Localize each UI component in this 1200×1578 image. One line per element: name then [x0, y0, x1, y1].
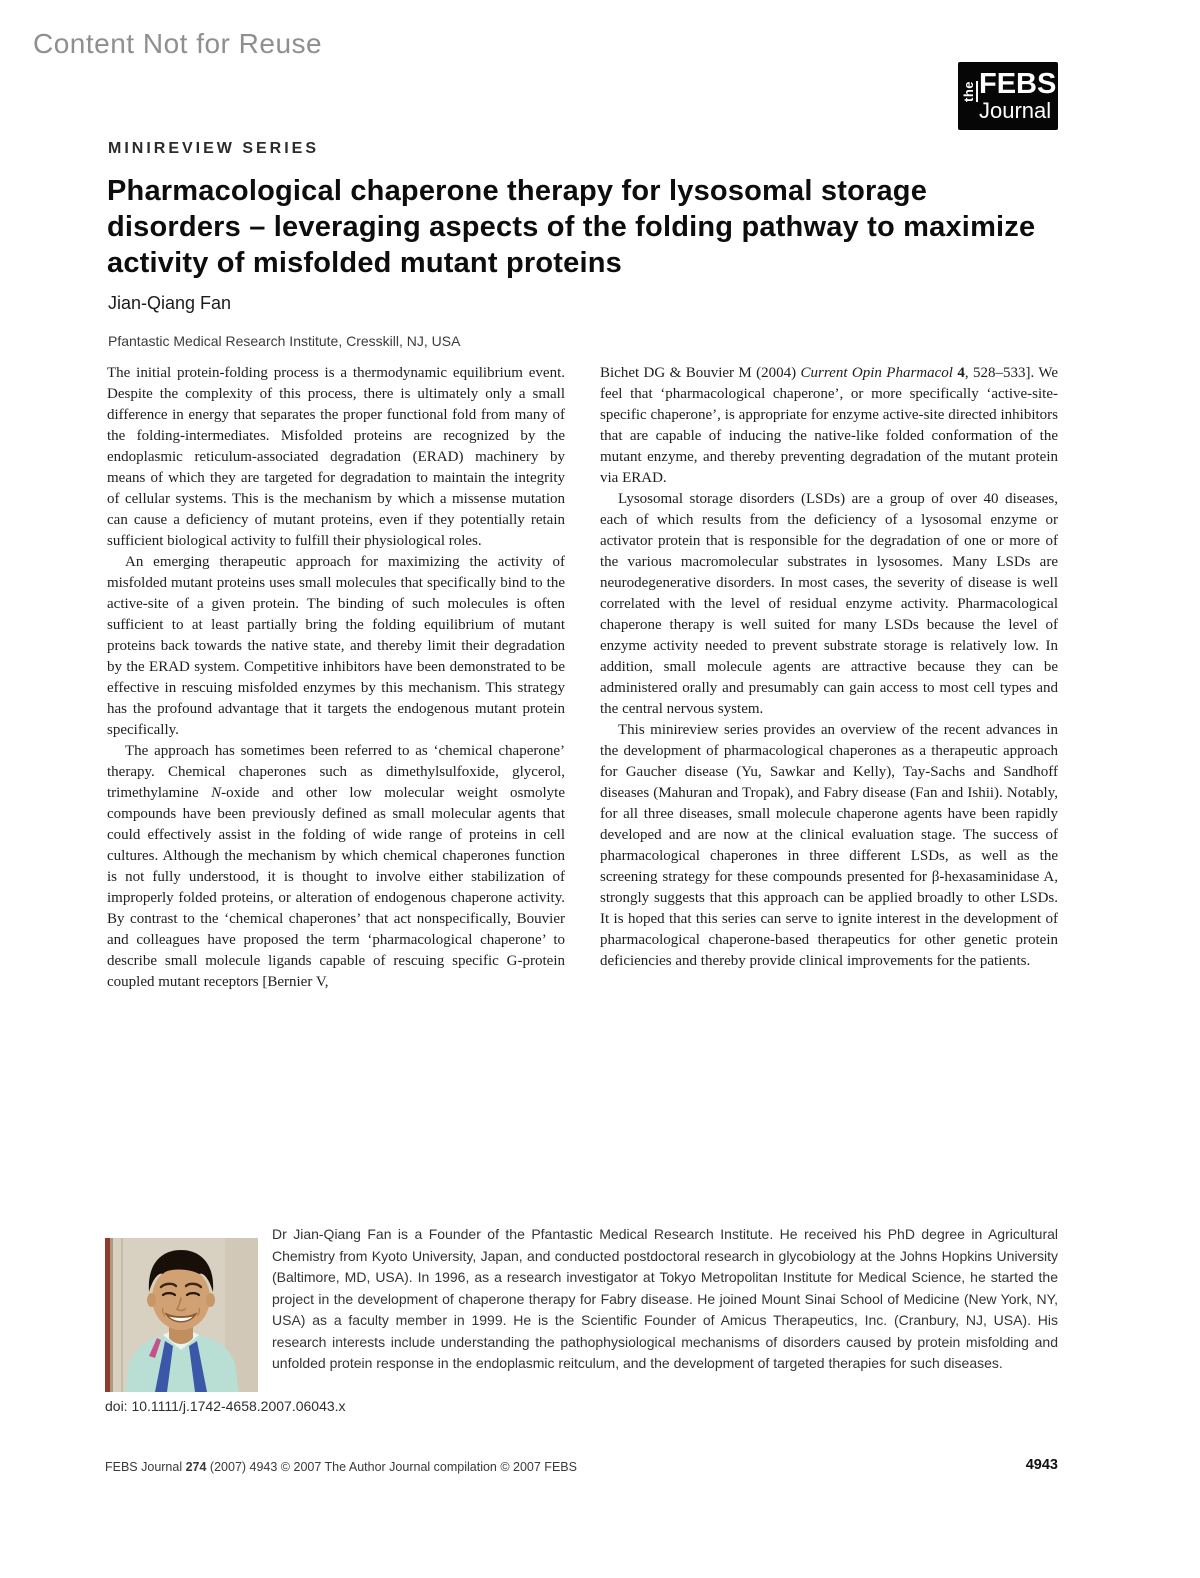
right-column [600, 363, 1058, 993]
logo-febs-label: FEBS [979, 68, 1057, 100]
article-paragraph: The approach has sometimes been referred to as ‘chemical chaperone’ therapy. Chemical chaperones such as dimethylsulfoxide, glycerol, trimethylamine N-oxide and other low molecular weight osmolyte compounds have been previously defined as small molecular agents that could effectively assist in the folding of wide range of proteins in cell cultures. Although the mechanism by which chemical chaperones function is not fully understood, it is thought to involve either stabilization of improperly folded proteins, or alteration of endogenous chaperone activity. By contrast to the ‘chemical chaperones’ that act nonspecifically, Bouvier and colleagues have proposed the term ‘pharmacological chaperone’ to describe small molecule ligands capable of rescuing specific G-protein coupled mutant receptors [Bernier V, [107, 743, 566, 990]
article-paragraph: This minireview series provides an overview of the recent advances in the development of pharmacological chaperones as a therapeutic approach for Gaucher disease (Yu, Sawkar and Kelly), Tay-Sachs and Sandhoff diseases (Mahuran and Tropak), and Fabry disease (Fan and Ishii). Notably, for all three diseases, small molecule chaperone agents have been rapidly developed and are now at the clinical evaluation stage. The success of pharmacological chaperones in three different LSDs, as well as the screening strategy for these compounds presented for β-hexasaminidase A, strongly suggests that this approach can be applied broadly to other LSDs. It is hoped that this series can serve to ignite interest in the development of pharmacological chaperone-based therapeutics for other genetic protein deficiencies and thereby provide clinical improvements for the patients. [600, 722, 1058, 969]
citation-journal: FEBS Journal [105, 1460, 186, 1474]
article-paragraph: An emerging therapeutic approach for maximizing the activity of misfolded mutant proteins uses small molecules that specifically bind to the active-site of a given protein. The binding of such molecules is often sufficient to at least partially bring the folding equilibrium of mutant proteins back towards the native state, and thereby limit their degradation by the ERAD system. Competitive inhibitors have been demonstrated to be effective in rescuing misfolded enzymes by this mechanism. This strategy has the profound advantage that it targets the endogenous mutant protein specifically. [107, 554, 565, 738]
article-title: Pharmacological chaperone therapy for lysosomal storage disorders – leveraging aspects of the folding pathway to maximize activity of misfolded mutant proteins [107, 175, 1036, 279]
logo-main [979, 70, 1056, 122]
article-body [107, 363, 1059, 993]
author-photo [105, 1238, 258, 1392]
citation-volume: 274 [185, 1460, 207, 1474]
page-number: 4943 [1025, 1457, 1058, 1473]
citation-rest: (2007) 4943 © 2007 The Author Journal compilation © 2007 FEBS [206, 1460, 577, 1474]
article-paragraph: Lysosomal storage disorders (LSDs) are a group of over 40 diseases, each of which results from the deficiency of a lysosomal enzyme or activator protein that is responsible for the degradation of one or more of the various macromolecular substrates in lysosomes. Many LSDs are neurodegenerative disorders. In most cases, the severity of disease is well correlated with the level of residual enzyme activity. Pharmacological chaperone therapy is well suited for many LSDs because the level of enzyme activity needed to prevent substrate storage is relatively low. In addition, small molecule agents are attractive because they can be administered orally and presumably can gain access to most cell types and the central nervous system. [600, 491, 1058, 717]
febs-journal-logo [958, 62, 1058, 130]
affiliation-line: Pfantastic Medical Research Institute, Cresskill, NJ, USA [108, 333, 461, 349]
article-paragraph: The initial protein-folding process is a thermodynamic equilibrium event. Despite the complexity of this process, there is ultimately only a small difference in energy that separates the proper functional fold from many of the folding-intermediates. Misfolded proteins are recognized by the endoplasmic reticulum-associated degradation (ERAD) machinery by means of which they are targeted for degradation to maintain the integrity of cellular systems. This is the mechanism by which a missense mutation can cause a deficiency of mutant proteins, even if they potentially retain sufficient biological activity to fulfill their physiological roles. [107, 365, 565, 549]
article-paragraph: Bichet DG & Bouvier M (2004) Current Opin Pharmacol 4, 528–533]. We feel that ‘pharmacological chaperone’, or more specifically ‘active-site-specific chaperone’, is appropriate for enzyme active-site directed inhibitors that are capable of inducing the native-like folded conformation of the mutant enzyme, and thereby preventing degradation of the mutant protein via ERAD. [600, 365, 1059, 486]
series-label: MINIREVIEW SERIES [108, 140, 320, 157]
logo-journal-label: Journal [979, 98, 1052, 123]
author-bio-text: Dr Jian-Qiang Fan is a Founder of the Pfantastic Medical Research Institute. He received his PhD degree in Agricultural Chemistry from Kyoto University, Japan, and conducted postdoctoral research in glycobiology at the Johns Hopkins University (Baltimore, MD, USA). In 1996, as a research investigator at Tokyo Metropolitan Institute for Medical Science, he started the project in the development of chaperone therapy for Fabry disease. He joined Mount Sinai School of Medicine (New York, NY, USA) as a faculty member in 1999. He is the Scientific Founder of Amicus Therapeutics, Inc. (Cranbury, NJ, USA). His research interests include understanding the pathophysiological mechanisms of disorders caused by protein misfolding and unfolded protein response in the endoplasmic reitculum, and the development of targeted therapies for such diseases. [272, 1226, 1058, 1371]
logo-the-label: the [961, 80, 976, 102]
doi-line: doi: 10.1111/j.1742-4658.2007.06043.x [105, 1398, 346, 1414]
journal-citation [105, 1460, 577, 1474]
watermark-text: Content Not for Reuse [33, 28, 323, 59]
left-column [107, 363, 565, 993]
author-name: Jian-Qiang Fan [108, 293, 232, 313]
